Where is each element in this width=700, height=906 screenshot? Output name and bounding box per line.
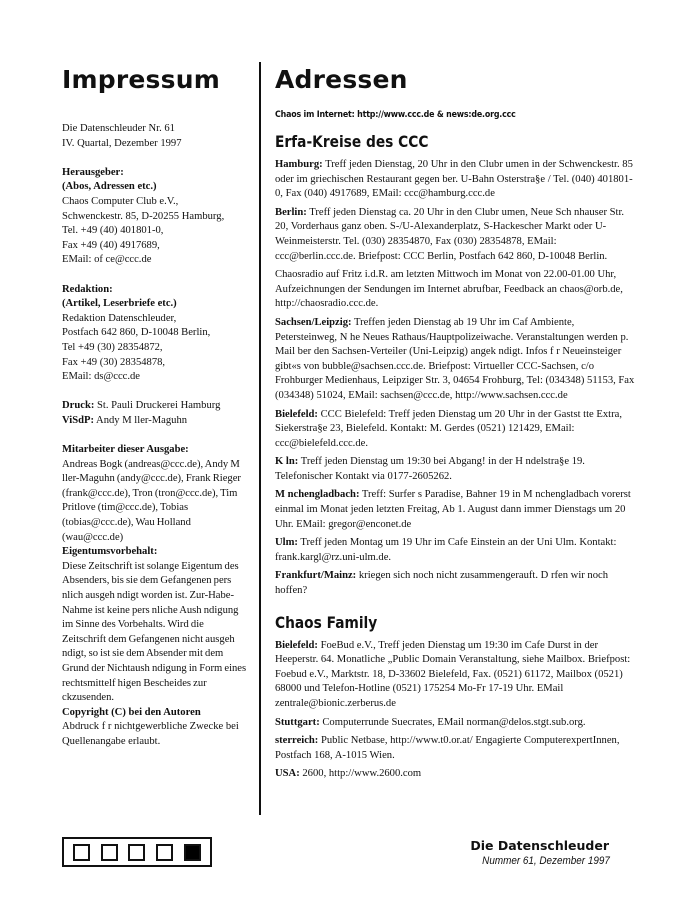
- address-entry: [275, 767, 635, 782]
- ownership-text: Diese Zeitschrift ist solange Eigentum des Absenders, bis sie dem Gefangenen pers nlich ausgeh ndigt worden ist. Zur-Habe-Nahme ist keine pers nliche Aush ndigung im Sinne des Vorbehalts. Wird die Zeitschrift dem Gefangenen nicht ausgeh ndigt, so ist sie dem Absender mit dem Grund der Nichtaush ndigung in Form eines rechtsmittelf higen Bescheides zur ckzusenden.: [62, 560, 247, 704]
- entry-label: M nchengladbach:: [275, 489, 360, 501]
- issue-line: Die Datenschleuder Nr. 61: [62, 123, 175, 134]
- entry-label: Hamburg:: [275, 159, 323, 170]
- entry-text: 2600, http://www.2600.com: [299, 768, 422, 780]
- publisher-block: [62, 166, 250, 268]
- publisher-line: EMail: of ce@ccc.de: [62, 254, 152, 266]
- empty-square-icon: [156, 844, 173, 861]
- entry-text: Treff jeden Dienstag um 19:30 bei Abgang! in der H ndelstra§e 19. Telefonischer Kontakt via 0177-2605262.: [275, 456, 585, 482]
- address-entry: [275, 536, 635, 565]
- editorial-line: EMail: ds@ccc.de: [62, 371, 140, 383]
- visdp-label: ViSdP:: [62, 414, 94, 426]
- visdp-value: Andy M ller-Maguhn: [93, 414, 188, 426]
- issue-info: [62, 122, 250, 151]
- editorial-line: Redaktion Datenschleuder,: [62, 312, 177, 324]
- address-entry: [275, 268, 635, 312]
- druck-value: St. Pauli Druckerei Hamburg: [94, 400, 221, 412]
- editorial-block: [62, 283, 250, 385]
- address-entry: [275, 316, 635, 404]
- entry-label: USA:: [275, 768, 300, 780]
- druck-label: Druck:: [62, 400, 95, 412]
- empty-square-icon: [128, 844, 145, 861]
- address-entry: [275, 206, 635, 264]
- editorial-line: Postfach 642 860, D-10048 Berlin,: [62, 327, 211, 339]
- entry-label: sterreich:: [275, 735, 319, 747]
- adressen-column: [275, 64, 635, 786]
- issue-boxes: [62, 837, 212, 867]
- entry-label: K ln:: [275, 456, 299, 468]
- entry-text: CCC Bielefeld: Treff jeden Dienstag um 20 Uhr in der Gastst tte Extra, Siekerstra§e 23, Bielefeld. Kontakt: M. Gerdes (0521) 121429, EMail: ccc@bielefeld.ccc.de.: [275, 408, 622, 449]
- entry-text: Treff jeden Dienstag, 20 Uhr in den Clubr umen in der Schwenckestr. 85 oder im griechischen Restaurant gegen ber. U-Bahn Osterstra§e / Tel. (040) 401801-0, Fax (040) 4917689, EMail: ccc@hamburg.ccc.de: [275, 159, 633, 200]
- address-entry: [275, 455, 635, 484]
- print-block: [62, 399, 250, 428]
- staff-block: [62, 443, 250, 749]
- entry-label: Berlin:: [275, 206, 307, 218]
- address-entry: [275, 734, 635, 763]
- entry-label: Stuttgart:: [275, 716, 320, 728]
- entry-text: FoeBud e.V., Treff jeden Dienstag um 19:30 im Cafe Durst in der Heeperstr. 64. Monatliche „Public Domain Veranstaltung, siehe Mailbox. Briefpost: Foebud e.V., Marktstr. 18, D-33602 Bielefeld, Fax. (0521) 61172, Mailbox (0521) 68000 und Telefon-Hotline (0521) 175254 Mo-Fr 17-19 Uhr. EMail zentrale@bionic.zerberus.de: [275, 639, 631, 709]
- editorial-line: Tel +49 (30) 28354872,: [62, 341, 163, 353]
- address-entry: [275, 488, 635, 532]
- entry-text: Treffen jeden Dienstag ab 19 Uhr im Caf Ambiente, Petersteinweg, N he Neues Rathaus/Hauptpolizeiwache. Veranstaltungen werden p. Mail ber den Sachsen-Verteiler (Uni-Leipzig) angek ndigt. Infos f r Neueinsteiger gibt«s von bubble@sachsen.ccc.de. Briefpost: Virtueller CCC-Sachsen, c/o Frohburger Medienhaus, Leipziger Str. 3, 04654 Frohburg, Tel: (034348) 51153, Fax (034348) 51024, EMail: sachsen@ccc.de, http://www.sachsen.ccc.de: [275, 316, 635, 401]
- editorial-line: Fax +49 (30) 28354878,: [62, 356, 166, 368]
- entry-text: Public Netbase, http://www.t0.or.at/ Engagierte ComputerexpertInnen, Postfach 168, A-1015 Wien.: [275, 735, 620, 761]
- entry-text: Treff jeden Dienstag ca. 20 Uhr in den Clubr umen, Neue Sch nhauser Str. 20, Vorderhaus ganz oben. S-/U-Alexanderplatz, S-Hackescher Markt oder U-Weinmeisterstr. Tel. (030) 28354870, Fax (030) 28354878, EMail: ccc@berlin.ccc.de. Briefpost: CCC Berlin, Postfach 642 860, D-10048 Berlin.: [275, 206, 625, 262]
- footer-subtitle: Nummer 61, Dezember 1997: [482, 855, 610, 867]
- entry-text: Treff jeden Montag um 19 Uhr im Cafe Einstein an der Uni Ulm. Kontakt: frank.kargl@rz.uni-ulm.de.: [275, 537, 617, 563]
- erfa-list: [275, 158, 635, 599]
- impressum-title: Impressum: [62, 65, 220, 94]
- publisher-line: Tel. +49 (40) 401801-0,: [62, 225, 164, 237]
- druck-line: [62, 399, 250, 414]
- family-list: [275, 639, 635, 782]
- issue-line: IV. Quartal, Dezember 1997: [62, 137, 182, 149]
- empty-square-icon: [73, 844, 90, 861]
- family-heading: Chaos Family: [275, 612, 378, 632]
- impressum-column: [62, 64, 250, 750]
- entry-label: Bielefeld:: [275, 639, 318, 651]
- entry-text: kriegen sich noch nicht zusammengerauft. D rfen wir noch hoffen?: [275, 570, 609, 597]
- entry-text: Computerrunde Suecrates, EMail norman@delos.stgt.sub.org.: [319, 716, 586, 728]
- editorial-heading: Redaktion:: [62, 283, 113, 295]
- entry-text: Chaosradio auf Fritz i.d.R. am letzten Mittwoch im Monat von 22.00-01.00 Uhr, Aufzeichnungen der Sendungen im Internet abrufbar, Feedback an chaos@orb.de, http://chaosradio.ccc.de.: [275, 269, 623, 310]
- publisher-line: Schwenckestr. 85, D-20255 Hamburg,: [62, 210, 225, 222]
- entry-text: Treff: Surfer s Paradise, Bahner 19 in M nchengladbach vorerst einmal im Monat jeden letzten Freitag, Ab 1. August dann immer Dienstags um 20 Uhr. EMail: gregor@enconet.de: [275, 489, 631, 530]
- address-entry: [275, 639, 635, 712]
- ownership-heading: Eigentumsvorbehalt:: [62, 546, 158, 558]
- staff-heading: Mitarbeiter dieser Ausgabe:: [62, 444, 189, 456]
- copyright-text: Abdruck f r nichtgewerbliche Zwecke bei Quellenangabe erlaubt.: [62, 721, 239, 747]
- staff-text: Andreas Bogk (andreas@ccc.de), Andy M ller-Maguhn (andy@ccc.de), Frank Rieger (frank@ccc.de), Tron (tron@ccc.de), Tim Pritlove (tim@ccc.de), Tobias (tobias@ccc.de), Wau Holland (wau@ccc.de): [62, 458, 241, 543]
- publisher-heading: Herausgeber:: [62, 166, 124, 178]
- copyright-heading: Copyright (C) bei den Autoren: [62, 706, 201, 718]
- entry-label: Bielefeld:: [275, 408, 318, 420]
- editorial-subheading: (Artikel, Leserbriefe etc.): [62, 298, 177, 310]
- empty-square-icon: [101, 844, 118, 861]
- filled-square-icon: [184, 844, 201, 861]
- entry-label: Frankfurt/Mainz:: [275, 570, 357, 582]
- entry-label: Ulm:: [275, 537, 298, 549]
- erfa-heading: Erfa-Kreise des CCC: [275, 132, 429, 151]
- publisher-line: Fax +49 (40) 4917689,: [62, 239, 160, 251]
- adressen-title: Adressen: [275, 65, 408, 94]
- address-entry: [275, 569, 635, 598]
- visdp-line: [62, 414, 250, 429]
- publisher-subheading: (Abos, Adressen etc.): [62, 181, 157, 193]
- address-entry: [275, 408, 635, 452]
- column-divider: [259, 62, 261, 815]
- address-entry: [275, 716, 635, 731]
- footer-title: Die Datenschleuder: [470, 838, 609, 853]
- address-entry: [275, 158, 635, 202]
- publisher-line: Chaos Computer Club e.V.,: [62, 195, 179, 207]
- internet-line: Chaos im Internet: http://www.ccc.de & news:de.org.ccc: [275, 110, 516, 120]
- entry-label: Sachsen/Leipzig:: [275, 316, 352, 328]
